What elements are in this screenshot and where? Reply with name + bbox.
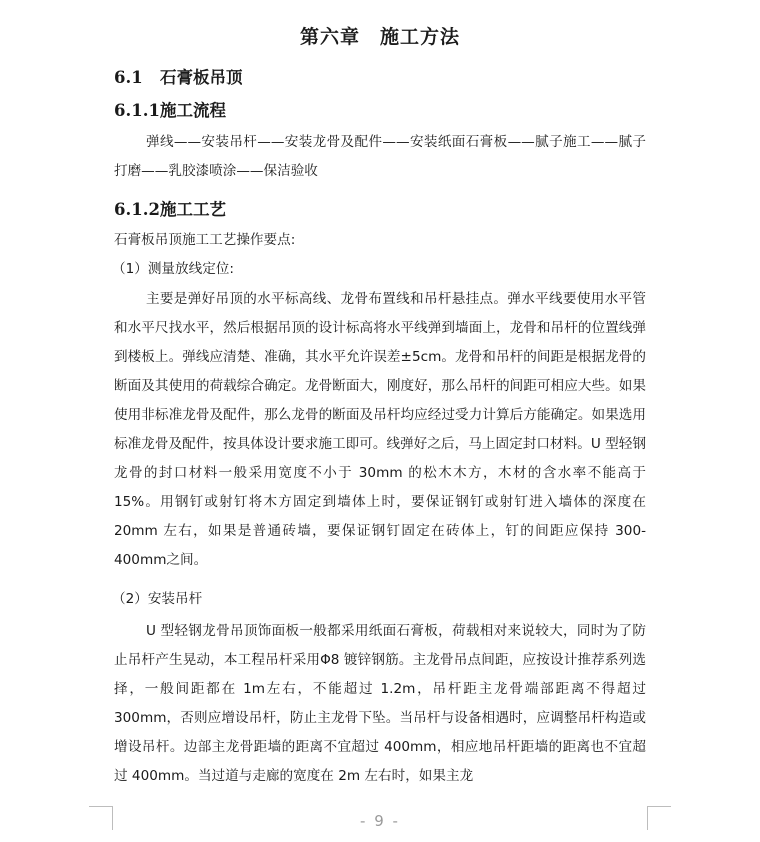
subsection-title: 施工流程 — [159, 101, 226, 120]
subsection-heading-craft — [114, 196, 226, 220]
subsection-number: 6.1.2 — [114, 200, 160, 219]
section-number: 6.1 — [114, 68, 143, 87]
subsection-title: 施工工艺 — [159, 200, 226, 219]
corner-mark-right-h — [647, 806, 671, 807]
item1-label: （1）测量放线定位: — [112, 261, 234, 277]
subsection-number: 6.1.1 — [114, 101, 160, 120]
page-number: - 9 - — [360, 812, 400, 830]
subsection-heading-flow — [114, 97, 226, 121]
intro-text: 石膏板吊顶施工工艺操作要点: — [114, 232, 296, 248]
item2-body: U 型轻钢龙骨吊顶饰面板一般都采用纸面石膏板，荷载相对来说较大，同时为了防止吊杆产生晃动，本工程吊杆采用Φ8 镀锌钢筋。主龙骨吊点间距，应按设计推荐系列选择，一般间距都在 1m左右，不能超过 1.2m，吊杆距主龙骨端部距离不得超过 300mm，否则应增设吊杆，防止主龙骨下坠。当吊杆与设备相遇时，应调整吊杆构造或增设吊杆。边部主龙骨距墙的距离不宜超过 400mm，相应地吊杆距墙的距离也不宜超过 400mm。当过道与走廊的宽度在 2m 左右时，如果主龙 — [114, 623, 646, 784]
section-heading — [114, 64, 242, 88]
corner-mark-left-h — [89, 806, 113, 807]
process-flow-text: 弹线——安装吊杆——安装龙骨及配件——安装纸面石膏板——腻子施工——腻子打磨——乳胶漆喷涂——保洁验收 — [114, 134, 646, 179]
item2-label: （2）安装吊杆 — [112, 591, 203, 607]
section-title: 石膏板吊顶 — [159, 68, 243, 87]
chapter-title: 第六章 施工方法 — [299, 26, 460, 48]
item1-body: 主要是弹好吊顶的水平标高线、龙骨布置线和吊杆悬挂点。弹水平线要使用水平管和水平尺找水平，然后根据吊顶的设计标高将水平线弹到墙面上，龙骨和吊杆的位置线弹到楼板上。弹线应清楚、准确，其水平允许误差±5cm。龙骨和吊杆的间距是根据龙骨的断面及其使用的荷载综合确定。龙骨断面大，刚度好，那么吊杆的间距可相应大些。如果使用非标准龙骨及配件，那么龙骨的断面及吊杆均应经过受力计算后方能确定。如果选用标准龙骨及配件，按具体设计要求施工即可。线弹好之后，马上固定封口材料。U 型轻钢龙骨的封口材料一般采用宽度不小于 30mm 的松木木方，木材的含水率不能高于 15%。用钢钉或射钉将木方固定到墙体上时，要保证钢钉或射钉进入墙体的深度在 20mm 左右，如果是普通砖墙，要保证钢钉固定在砖体上，钉的间距应保持 300-400mm之间。 — [114, 291, 646, 568]
